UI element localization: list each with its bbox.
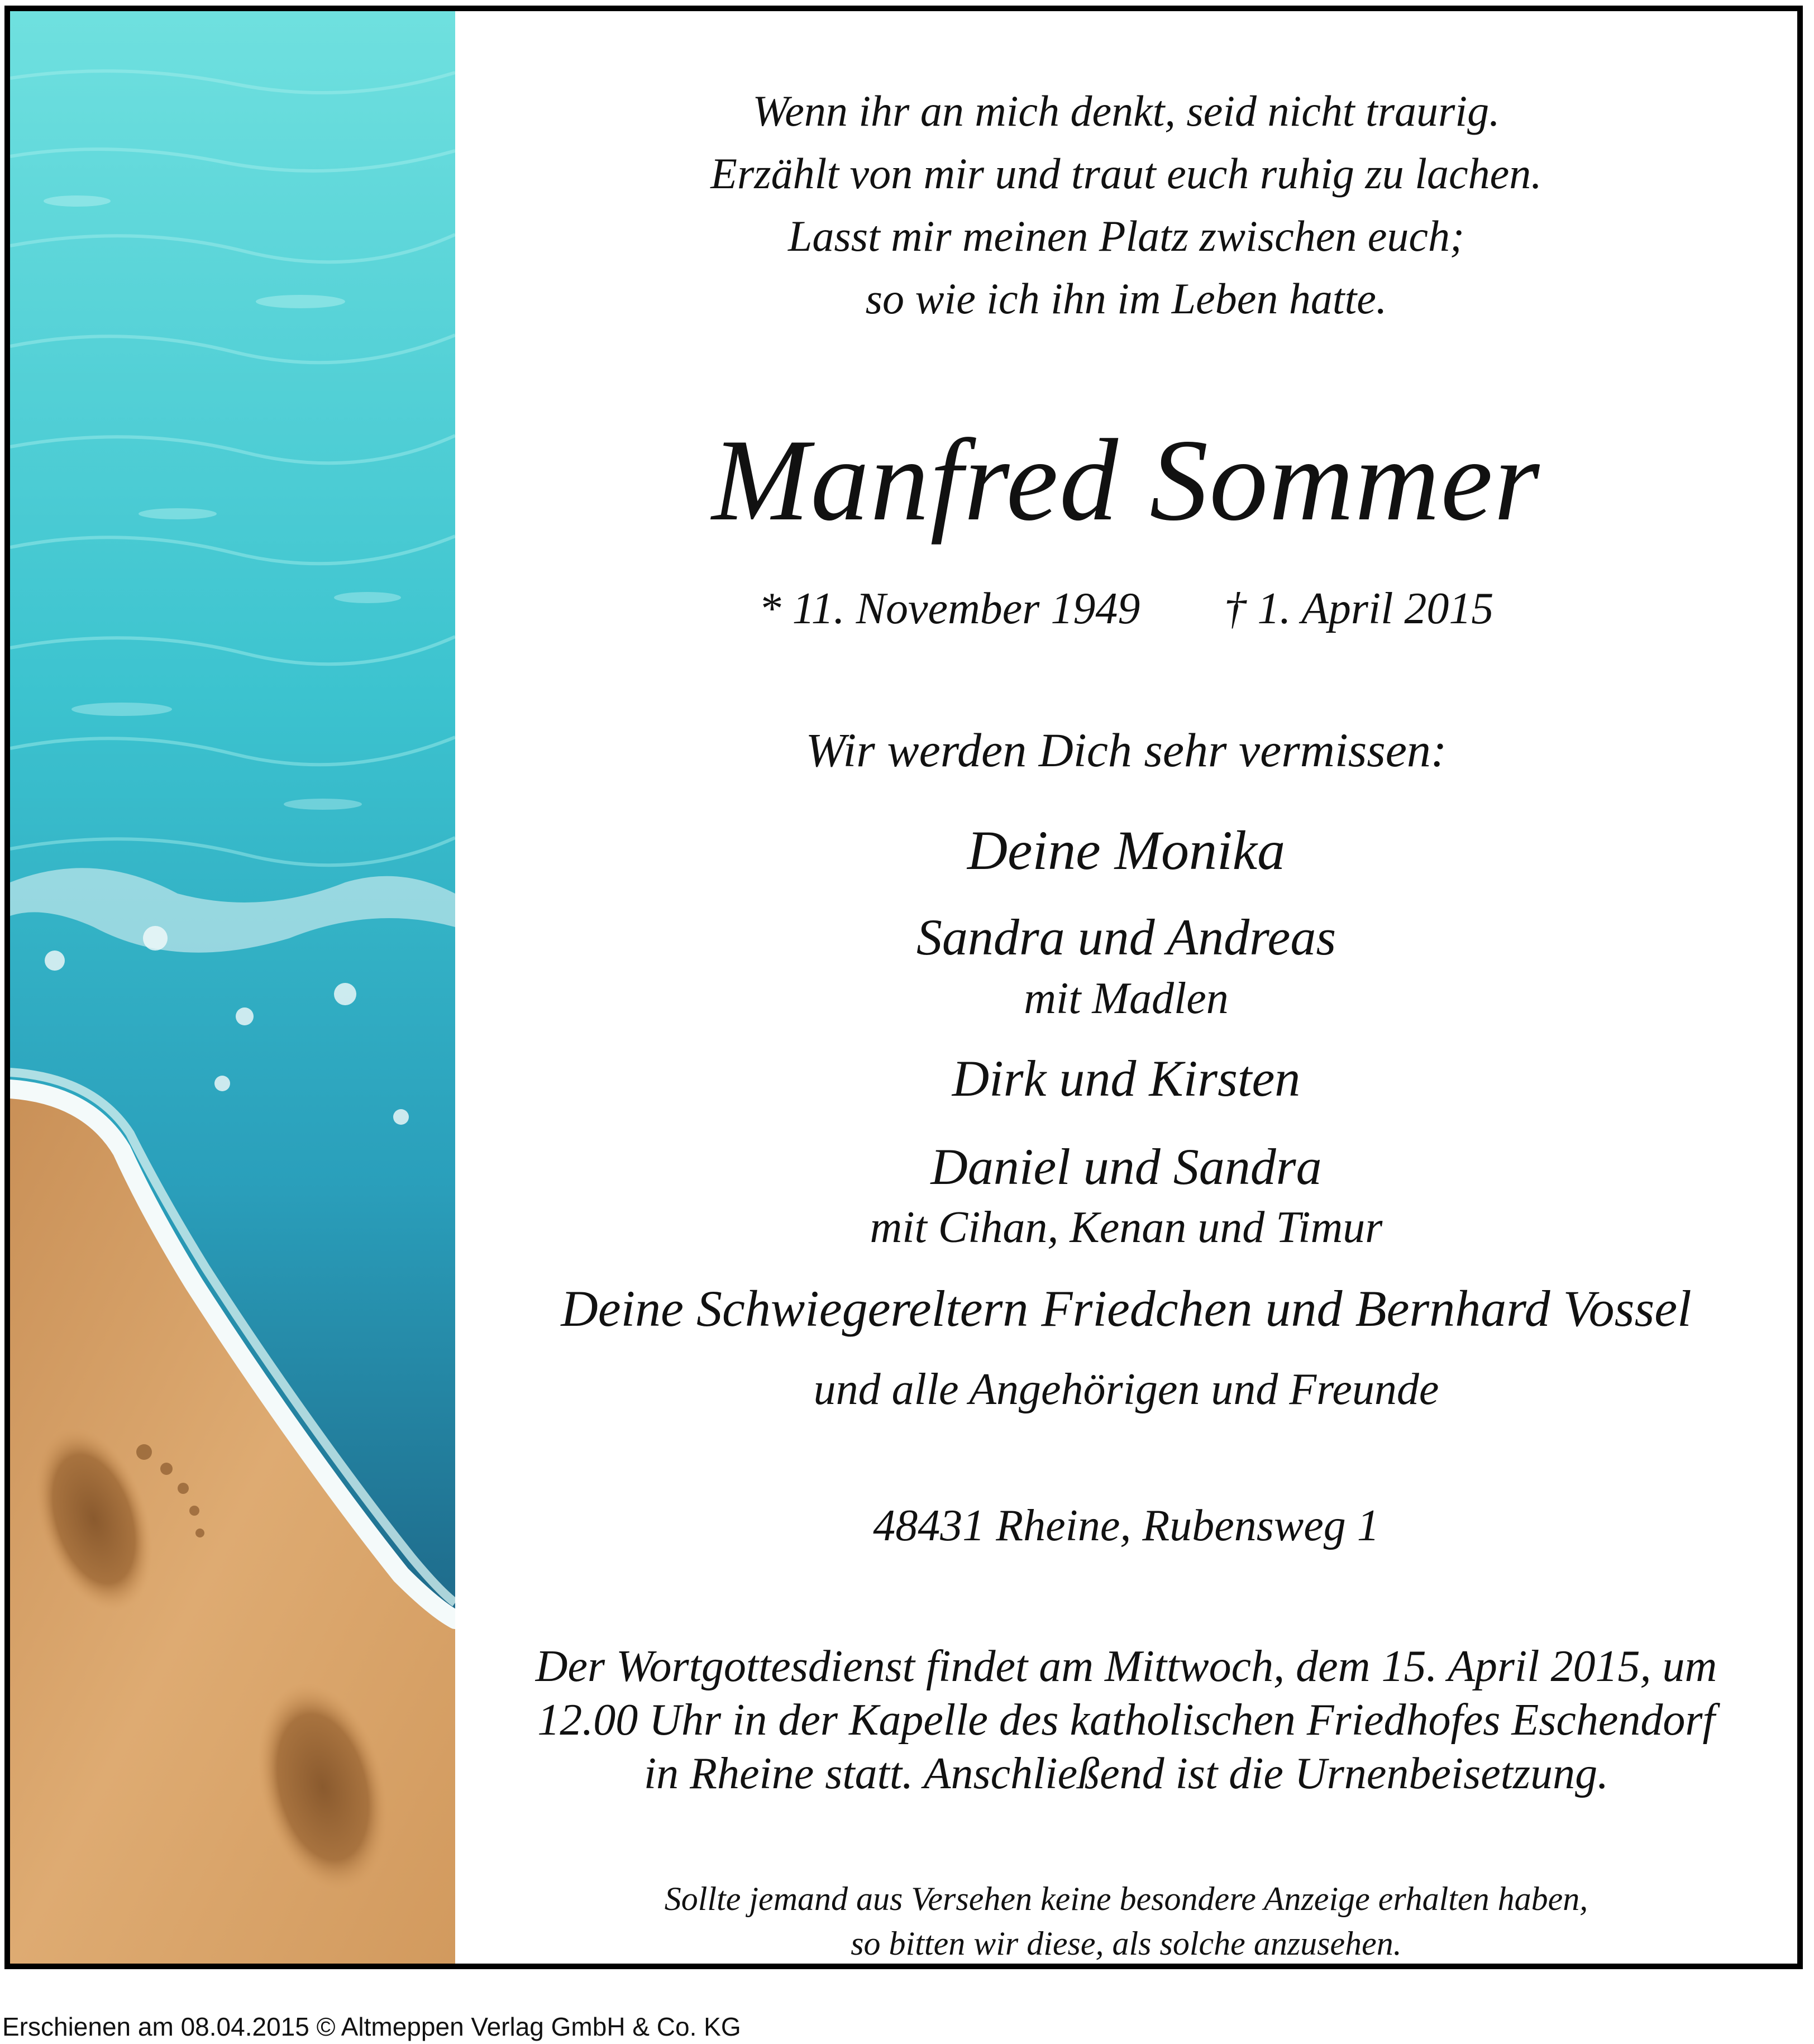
mourner-family-3: Daniel und Sandra xyxy=(930,1138,1322,1195)
mourner-family-1-children: mit Madlen xyxy=(1024,974,1229,1023)
beach-footprints-image xyxy=(10,11,455,1964)
address: 48431 Rheine, Rubensweg 1 xyxy=(873,1501,1379,1550)
poem-line-2: Erzählt von mir und traut euch ruhig zu lachen. xyxy=(710,149,1542,198)
mourner-family-3-children: mit Cihan, Kenan und Timur xyxy=(870,1203,1383,1252)
service-line-1: Der Wortgottesdienst findet am Mittwoch, dem 15. April 2015, um xyxy=(535,1642,1717,1691)
mourner-family-1: Sandra und Andreas xyxy=(916,909,1336,966)
note-line-2: so bitten wir diese, als solche anzusehen. xyxy=(851,1925,1402,1962)
mourner-spouse: Deine Monika xyxy=(967,819,1286,881)
mourner-family-2: Dirk und Kirsten xyxy=(952,1050,1301,1107)
mourner-others: und alle Angehörigen und Freunde xyxy=(813,1365,1439,1414)
service-line-3: in Rheine statt. Anschließend ist die Urnenbeisetzung. xyxy=(643,1749,1609,1798)
obituary-text xyxy=(455,11,1797,1964)
poem-line-1: Wenn ihr an mich denkt, seid nicht traurig. xyxy=(752,87,1500,135)
deceased-name: Manfred Sommer xyxy=(712,416,1541,545)
note-line-1: Sollte jemand aus Versehen keine besondere Anzeige erhalten haben, xyxy=(664,1880,1588,1917)
poem-line-3: Lasst mir meinen Platz zwischen euch; xyxy=(787,212,1465,260)
death-date: † 1. April 2015 xyxy=(1224,584,1494,633)
life-dates xyxy=(455,586,1797,631)
mourners-intro: Wir werden Dich sehr vermissen: xyxy=(805,723,1447,777)
poem-line-4: so wie ich ihn im Leben hatte. xyxy=(865,274,1387,323)
service-line-2: 12.00 Uhr in der Kapelle des katholischen Friedhofes Eschendorf xyxy=(537,1696,1715,1745)
birth-date: * 11. November 1949 xyxy=(758,584,1140,633)
obituary-frame xyxy=(4,6,1803,1969)
publication-footer: Erschienen am 08.04.2015 © Altmeppen Verlag GmbH & Co. KG xyxy=(2,2012,741,2041)
mourner-in-laws: Deine Schwiegereltern Friedchen und Bernhard Vossel xyxy=(561,1280,1692,1337)
